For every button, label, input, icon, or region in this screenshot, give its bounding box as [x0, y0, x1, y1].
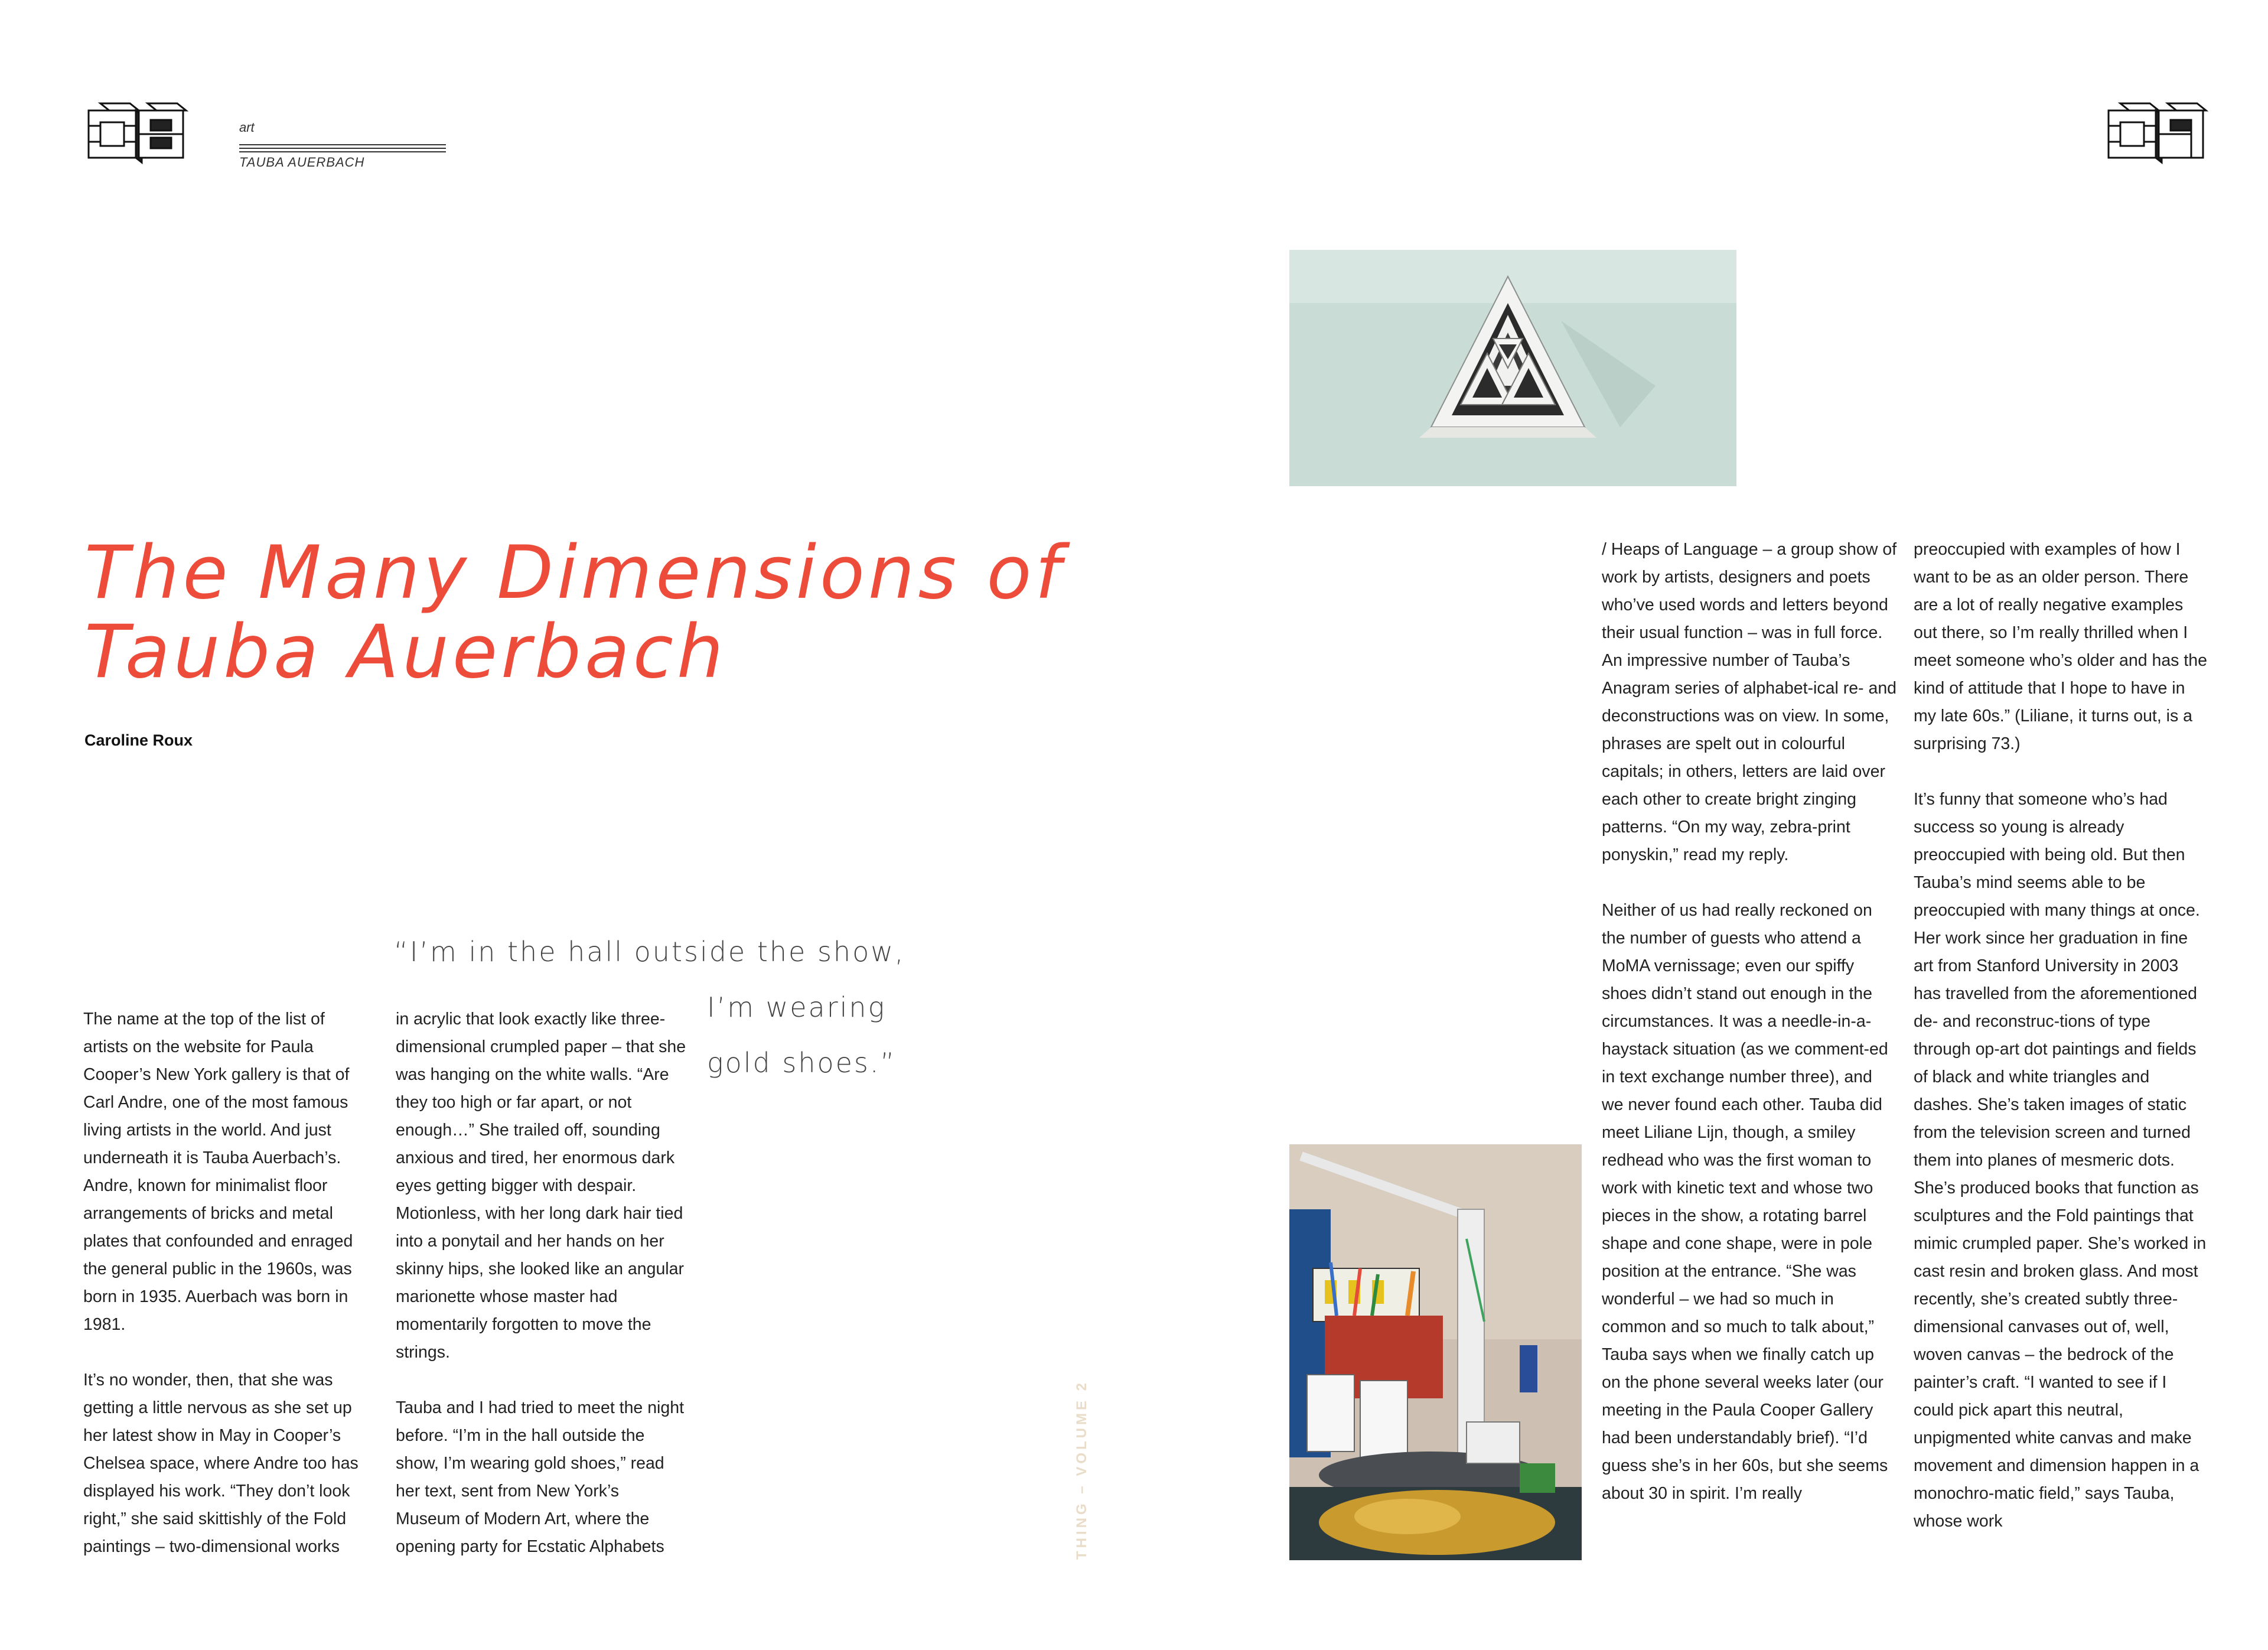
page-number-08-icon — [83, 97, 189, 171]
section-label: art — [239, 120, 255, 135]
body-column-1 — [83, 1005, 374, 1561]
paragraph: It’s funny that someone who’s had success so young is already preoccupied with being old. But then Tauba’s mind seems able to be preoccupied with many things at once. Her work since her graduation in fine art from Stanford University in 2003 has travelled from the aforementioned de- and reconstruc-tions of type through op-art dot paintings and fields of black and white triangles and dashes. She’s taken images of static from the television screen and turned them into planes of mesmeric dots. She’s produced books that function as sculptures and the Fold paintings that mimic crumpled paper. She’s worked in cast resin and broken glass. And most recently, she’s created subtly three-dimensional canvases out of, well, woven canvas – the bedrock of the painter’s craft. “I wanted to see if I could pick apart this neutral, unpigmented white canvas and make movement and dimension happen in a monochro-matic field,” says Tauba, whose work — [1914, 790, 2207, 1531]
pyramid-sculpture-image — [1289, 250, 1736, 486]
pull-quote-line-2: I’m wearing — [707, 991, 887, 1023]
volume-folio: THING – VOLUME 2 — [1074, 1379, 1090, 1560]
running-title: TAUBA AUERBACH — [239, 155, 365, 170]
pull-quote-line-3: gold shoes.” — [707, 1047, 897, 1079]
pull-quote-line-1: “I’m in the hall outside the show, — [394, 936, 905, 968]
article-title — [84, 531, 1089, 695]
paragraph: Neither of us had really reckoned on the number of guests who attend a MoMA vernissage; even our spiffy shoes didn’t stand out enough in the circumstances. It was a needle-in-a-haystack situation (as we comment-ed in text exchange number three), and we never found each other. Tauba did meet Liliane Lijn, though, a smiley redhead who was the first woman to work with kinetic text and whose two pieces in the show, a rotating barrel shape and cone shape, were in pole position at the entrance. “She was wonderful – we had so much in common and so much to talk about,” Tauba says when we finally catch up on the phone several weeks later (our meeting in the Paula Cooper Gallery had been understandably brief). “I’d guess she’s in her 60s, but she seems about 30 in spirit. I’m really — [1602, 901, 1888, 1503]
header-rules — [239, 144, 446, 152]
paragraph: The name at the top of the list of artists on the website for Paula Cooper’s New York gallery is that of Carl Andre, one of the most famous living artists in the world. And just underneath it is Tauba Auerbach’s. Andre, known for minimalist floor arrangements of bricks and metal plates that confounded and enraged the general public in the 1960s, was born in 1935. Auerbach was born in 1981. — [83, 1010, 353, 1334]
body-column-3 — [1602, 536, 1897, 1508]
article-title-line-1: The Many Dimensions of — [84, 531, 1065, 616]
paragraph: preoccupied with examples of how I want to be as an older person. There are a lot of really negative examples out there, so I’m really thrilled when I meet someone who’s older and has the kind of attitude that I hope to have in my late 60s.” (Liliane, it turns out, is a surprising 73.) — [1914, 540, 2207, 753]
article-title-line-2: Tauba Auerbach — [84, 610, 727, 695]
author-byline: Caroline Roux — [84, 731, 193, 749]
page-number-right — [2103, 97, 2209, 171]
paragraph: Tauba and I had tried to meet the night before. “I’m in the hall outside the show, I’m wearing gold shoes,” read her text, sent from New York’s Museum of Modern Art, where the opening party for Ecstatic Alphabets — [396, 1398, 685, 1556]
studio-desk-image — [1289, 1144, 1582, 1560]
body-column-2 — [396, 1005, 686, 1561]
photo-paper-pyramid — [1289, 250, 1736, 486]
paragraph: in acrylic that look exactly like three-dimensional crumpled paper – that she was hanging on the white walls. “Are they too high or far apart, or not enough…” She trailed off, sounding anxious and tired, her enormous dark eyes getting bigger with despair. Motionless, with her long dark hair tied into a ponytail and her hands on her skinny hips, she looked like an angular marionette whose master had momentarily forgotten to move the strings. — [396, 1010, 686, 1362]
body-column-4 — [1914, 536, 2209, 1535]
photo-studio-desk — [1289, 1144, 1582, 1560]
paragraph: It’s no wonder, then, that she was getting a little nervous as she set up her latest show in May in Cooper’s Chelsea space, where Andre too has displayed his work. “They don’t look right,” she said skittishly of the Fold paintings – two-dimensional works — [83, 1371, 359, 1556]
page-number-09-icon — [2103, 97, 2209, 171]
paragraph: / Heaps of Language – a group show of work by artists, designers and poets who’ve used words and letters beyond their usual function – was in full force. An impressive number of Tauba’s Anagram series of alphabet-ical re- and deconstructions was on view. In some, phrases are spelt out in colourful capitals; in others, letters are laid over each other to create bright zinging patterns. “On my way, zebra-print ponyskin,” read my reply. — [1602, 540, 1897, 864]
page-number-left — [83, 97, 189, 171]
